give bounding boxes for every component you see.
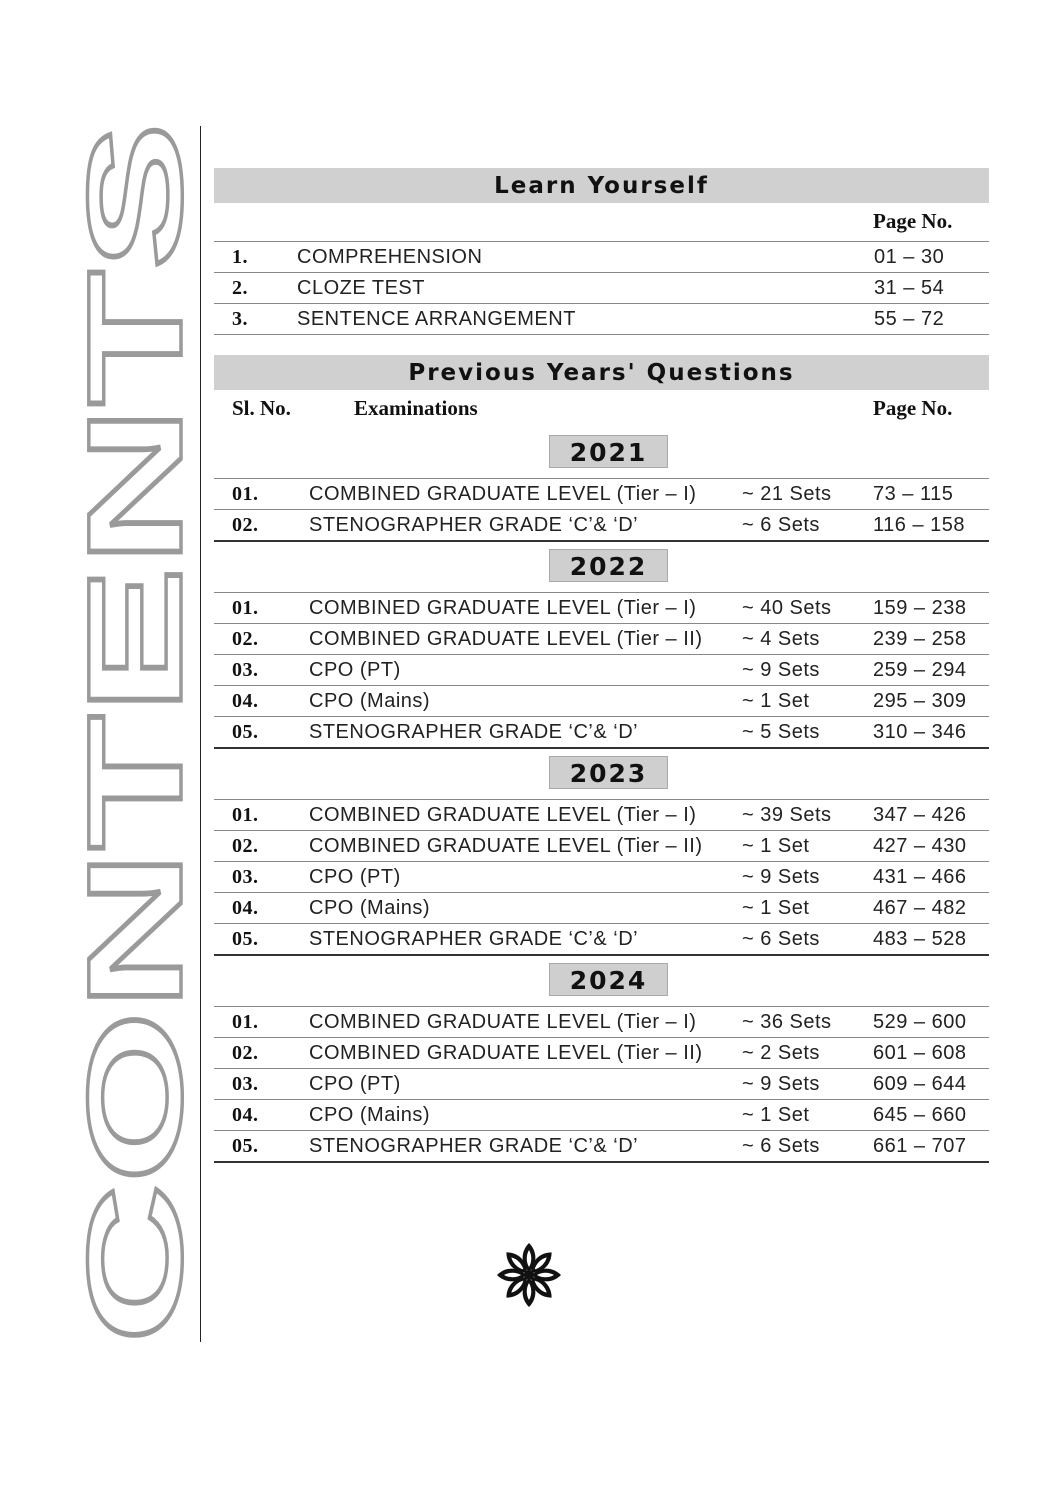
examinations-header: Examinations <box>354 396 478 420</box>
exam-number: 02. <box>232 628 259 650</box>
learn-yourself-row <box>214 241 989 273</box>
exam-pages: 347 – 426 <box>873 804 967 826</box>
exam-sets: ~ 1 Set <box>742 1104 810 1126</box>
exam-pages: 295 – 309 <box>873 690 967 712</box>
year-exam-list <box>214 1006 989 1163</box>
exam-row <box>214 592 989 624</box>
page-no-header: Page No. <box>873 209 953 233</box>
exam-sets: ~ 40 Sets <box>742 597 832 619</box>
exam-row <box>214 1100 989 1131</box>
exam-row <box>214 1069 989 1100</box>
floral-ornament-icon <box>496 1240 562 1310</box>
exam-pages: 529 – 600 <box>873 1011 967 1033</box>
exam-row <box>214 799 989 831</box>
exam-number: 01. <box>232 597 259 619</box>
exam-pages: 431 – 466 <box>873 866 967 888</box>
exam-pages: 73 – 115 <box>873 483 954 505</box>
row-title: SENTENCE ARRANGEMENT <box>297 308 576 330</box>
exam-number: 03. <box>232 1073 259 1095</box>
exam-number: 01. <box>232 483 259 505</box>
row-pages: 01 – 30 <box>874 246 945 268</box>
exam-row <box>214 1038 989 1069</box>
exam-number: 05. <box>232 1135 259 1157</box>
exam-title: STENOGRAPHER GRADE ‘C’& ‘D’ <box>309 514 639 536</box>
exam-sets: ~ 36 Sets <box>742 1011 832 1033</box>
exam-pages: 467 – 482 <box>873 897 967 919</box>
exam-sets: ~ 6 Sets <box>742 514 820 536</box>
year-heading <box>214 428 989 478</box>
exam-number: 04. <box>232 1104 259 1126</box>
row-number: 2. <box>232 277 248 299</box>
exam-title: STENOGRAPHER GRADE ‘C’& ‘D’ <box>309 928 639 950</box>
row-number: 1. <box>232 246 248 268</box>
exam-sets: ~ 5 Sets <box>742 721 820 743</box>
year-heading <box>214 956 989 1006</box>
exam-title: COMBINED GRADUATE LEVEL (Tier – I) <box>309 597 697 619</box>
exam-pages: 661 – 707 <box>873 1135 967 1157</box>
exam-pages: 159 – 238 <box>873 597 967 619</box>
exam-title: CPO (PT) <box>309 1073 401 1095</box>
exam-row <box>214 862 989 893</box>
exam-number: 03. <box>232 659 259 681</box>
exam-sets: ~ 39 Sets <box>742 804 832 826</box>
exam-row <box>214 624 989 655</box>
exam-pages: 310 – 346 <box>873 721 967 743</box>
year-exam-list <box>214 592 989 749</box>
exam-number: 01. <box>232 804 259 826</box>
exam-pages: 259 – 294 <box>873 659 967 681</box>
exam-title: CPO (PT) <box>309 866 401 888</box>
learn-yourself-row <box>214 304 989 335</box>
exam-number: 04. <box>232 897 259 919</box>
exam-sets: ~ 1 Set <box>742 897 810 919</box>
exam-pages: 645 – 660 <box>873 1104 967 1126</box>
exam-sets: ~ 6 Sets <box>742 928 820 950</box>
contents-page <box>214 168 989 1163</box>
previous-years-column-headers <box>214 390 989 428</box>
row-pages: 55 – 72 <box>874 308 945 330</box>
exam-row <box>214 1131 989 1163</box>
exam-pages: 483 – 528 <box>873 928 967 950</box>
exam-pages: 427 – 430 <box>873 835 967 857</box>
exam-row <box>214 831 989 862</box>
year-heading <box>214 749 989 799</box>
exam-title: CPO (Mains) <box>309 897 431 919</box>
year-heading <box>214 542 989 592</box>
exam-sets: ~ 1 Set <box>742 690 810 712</box>
exam-title: CPO (PT) <box>309 659 401 681</box>
exam-title: COMBINED GRADUATE LEVEL (Tier – I) <box>309 804 697 826</box>
row-title: CLOZE TEST <box>297 277 425 299</box>
exam-number: 02. <box>232 514 259 536</box>
exam-number: 05. <box>232 928 259 950</box>
exam-number: 01. <box>232 1011 259 1033</box>
previous-years-heading: Previous Years' Questions <box>214 355 989 390</box>
exam-title: CPO (Mains) <box>309 1104 431 1126</box>
exam-row <box>214 1006 989 1038</box>
exam-title: CPO (Mains) <box>309 690 431 712</box>
year-exam-list <box>214 478 989 542</box>
year-label: 2023 <box>549 756 668 789</box>
exam-sets: ~ 9 Sets <box>742 1073 820 1095</box>
exam-row <box>214 655 989 686</box>
learn-yourself-heading: Learn Yourself <box>214 168 989 203</box>
previous-years-list <box>214 428 989 1163</box>
learn-yourself-row <box>214 273 989 304</box>
exam-title: COMBINED GRADUATE LEVEL (Tier – I) <box>309 483 697 505</box>
learn-yourself-list <box>214 241 989 335</box>
exam-row <box>214 893 989 924</box>
exam-title: STENOGRAPHER GRADE ‘C’& ‘D’ <box>309 721 639 743</box>
row-pages: 31 – 54 <box>874 277 945 299</box>
exam-title: COMBINED GRADUATE LEVEL (Tier – II) <box>309 835 703 857</box>
exam-number: 02. <box>232 1042 259 1064</box>
exam-title: STENOGRAPHER GRADE ‘C’& ‘D’ <box>309 1135 639 1157</box>
exam-sets: ~ 21 Sets <box>742 483 832 505</box>
exam-sets: ~ 2 Sets <box>742 1042 820 1064</box>
exam-number: 05. <box>232 721 259 743</box>
year-label: 2024 <box>549 963 668 996</box>
row-number: 3. <box>232 308 248 330</box>
exam-pages: 116 – 158 <box>873 514 965 536</box>
exam-row <box>214 924 989 956</box>
year-label: 2021 <box>549 435 668 468</box>
contents-side-title <box>61 122 210 1344</box>
exam-sets: ~ 4 Sets <box>742 628 820 650</box>
exam-row <box>214 717 989 749</box>
exam-row <box>214 686 989 717</box>
exam-sets: ~ 1 Set <box>742 835 810 857</box>
contents-side-title-text: CONTENTS <box>61 607 210 1344</box>
exam-pages: 239 – 258 <box>873 628 967 650</box>
year-label: 2022 <box>549 549 668 582</box>
exam-title: COMBINED GRADUATE LEVEL (Tier – I) <box>309 1011 697 1033</box>
exam-title: COMBINED GRADUATE LEVEL (Tier – II) <box>309 1042 703 1064</box>
exam-sets: ~ 9 Sets <box>742 659 820 681</box>
exam-row <box>214 510 989 542</box>
exam-sets: ~ 9 Sets <box>742 866 820 888</box>
row-title: COMPREHENSION <box>297 246 483 268</box>
exam-title: COMBINED GRADUATE LEVEL (Tier – II) <box>309 628 703 650</box>
exam-pages: 609 – 644 <box>873 1073 967 1095</box>
exam-sets: ~ 6 Sets <box>742 1135 820 1157</box>
vertical-divider <box>200 126 201 1342</box>
exam-pages: 601 – 608 <box>873 1042 967 1064</box>
exam-number: 03. <box>232 866 259 888</box>
year-exam-list <box>214 799 989 956</box>
learn-yourself-column-headers <box>214 203 989 241</box>
sl-no-header: Sl. No. <box>232 396 291 420</box>
exam-number: 04. <box>232 690 259 712</box>
page-no-header: Page No. <box>873 396 953 420</box>
exam-number: 02. <box>232 835 259 857</box>
exam-row <box>214 478 989 510</box>
